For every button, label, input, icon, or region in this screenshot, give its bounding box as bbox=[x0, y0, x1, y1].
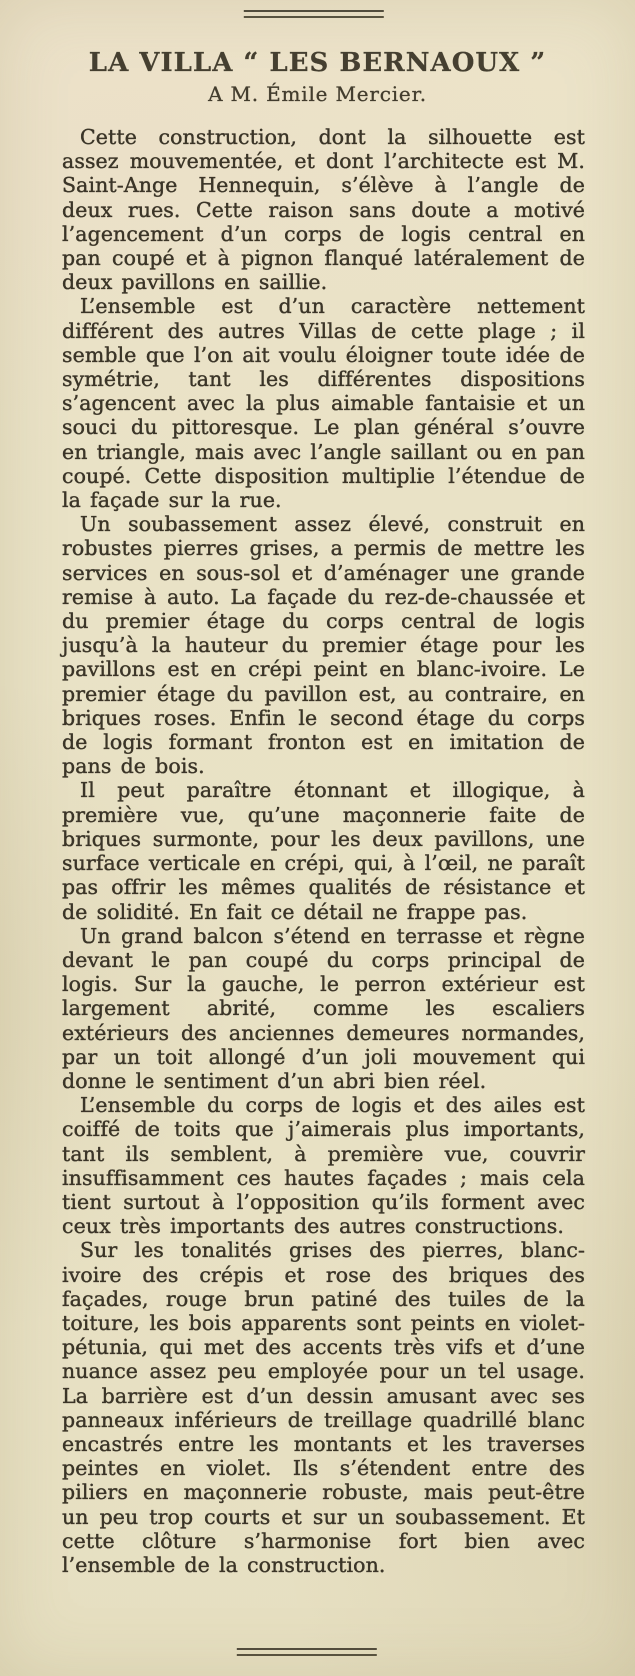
article-paragraph: Un grand balcon s’étend en terrasse et règne devant le pan coupé du corps principal de logis. Sur la gauche, le perron extérieur est largement abrité, comme les escaliers extérieurs des anciennes demeures normandes, par un toit allongé d’un joli mouvement qui donne le sentiment d’un abri bien réel. bbox=[62, 923, 585, 1093]
article-paragraph: L’ensemble est d’un caractère nettement différent des autres Villas de cette plage ; il semble que l’on ait voulu éloigner toute idée de symétrie, tant les différentes dispositions s’agencent avec la plus aimable fantaisie et un souci du pittoresque. Le plan général s’ouvre en triangle, mais avec l’angle saillant ou en pan coupé. Cette disposition multiplie l’étendue de la façade sur la rue. bbox=[62, 294, 585, 513]
article-title: LA VILLA “ LES BERNAOUX ” bbox=[88, 48, 547, 78]
bottom-divider bbox=[236, 1648, 376, 1656]
article-body bbox=[62, 125, 585, 1577]
article-paragraph: Cette construction, dont la silhouette est assez mouvementée, et dont l’architecte est M. Saint-Ange Hennequin, s’élève à l’angle de deux rues. Cette raison sans doute a motivé l’agencement d’un corps de logis central en pan coupé et à pignon flanqué latéralement de deux pavillons en saillie. bbox=[62, 125, 585, 295]
article-paragraph: Sur les tonalités grises des pierres, blanc-ivoire des crépis et rose des briques des façades, rouge brun patiné des tuiles de la toiture, les bois apparents sont peints en violet-pétunia, qui met des accents très vifs et d’une nuance assez peu employée pour un tel usage. La barrière est d’un dessin amusant avec ses panneaux inférieurs de treillage quadrillé blanc encastrés entre les montants et les traverses peintes en violet. Ils s’étendent entre des piliers en maçonnerie robuste, mais peut-être un peu trop courts et sur un soubassement. Et cette clôture s’harmonise fort bien avec l’ensemble de la construction. bbox=[62, 1238, 585, 1577]
article-paragraph: L’ensemble du corps de logis et des ailes est coiffé de toits que j’aimerais plus importants, tant ils semblent, à première vue, couvrir insuffisamment ces hautes façades ; mais cela tient surtout à l’opposition qu’ils forment avec ceux très importants des autres constructions. bbox=[62, 1093, 585, 1239]
article-dedication: A M. Émile Mercier. bbox=[208, 82, 427, 106]
article-paragraph: Il peut paraître étonnant et illogique, à première vue, qu’une maçonnerie faite de briques surmonte, pour les deux pavillons, une surface verticale en crépi, qui, à l’œil, ne paraît pas offrir les mêmes qualités de résistance et de solidité. En fait ce détail ne frappe pas. bbox=[62, 778, 585, 924]
article-paragraph: Un soubassement assez élevé, construit en robustes pierres grises, a permis de mettre les services en sous-sol et d’aménager une grande remise à auto. La façade du rez-de-chaussée et du premier étage du corps central de logis jusqu’à la hauteur du premier étage pour les pavillons est en crépi peint en blanc-ivoire. Le premier étage du pavillon est, au contraire, en briques roses. Enfin le second étage du corps de logis formant fronton est en imitation de pans de bois. bbox=[62, 512, 585, 779]
top-divider bbox=[243, 10, 383, 18]
